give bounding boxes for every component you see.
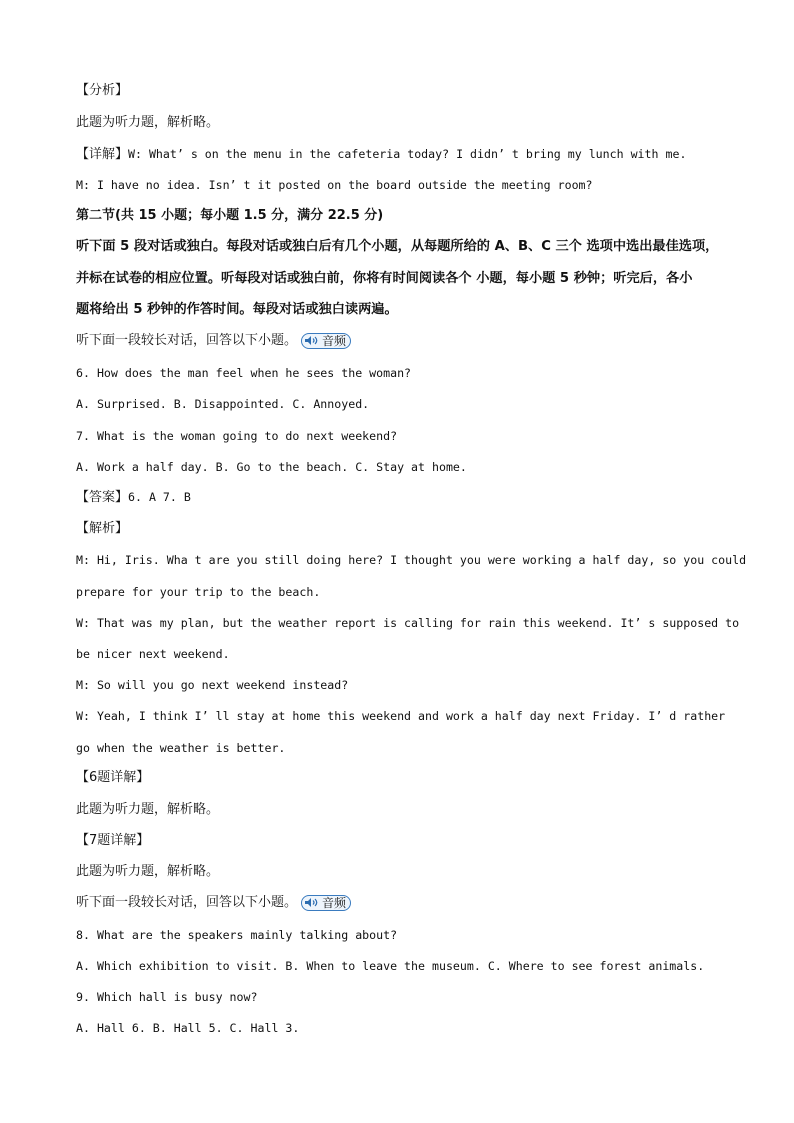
dialogue-text: W: What’ s on the menu in the cafeteria today? I didn’ t bring my lunch with me. [128,147,687,161]
q6-detail-heading: 【6题详解】 [76,770,150,785]
analysis-text: 此题为听力题，解析略。 [76,115,220,130]
q7-detail-heading: 【7题详解】 [76,833,150,848]
audio-label: 音频 [322,333,347,348]
instructions-line-3: 题将给出 5 秒钟的作答时间。每段对话或独白读两遍。 [76,302,398,317]
answer-text: 6. A 7. B [128,490,191,504]
transcript-line-4: be nicer next weekend. [76,647,230,661]
question-7-options: A. Work a half day. B. Go to the beach. C. Stay at home. [76,460,467,474]
audio-button-2[interactable] [301,895,351,911]
question-6-options: A. Surprised. B. Disappointed. C. Annoyed. [76,397,370,411]
transcript-line-5: M: So will you go next weekend instead? [76,678,349,692]
question-9-options: A. Hall 6. B. Hall 5. C. Hall 3. [76,1021,300,1035]
q6-detail-text: 此题为听力题，解析略。 [76,802,220,817]
speaker-icon [304,335,320,346]
question-6: 6. How does the man feel when he sees the woman? [76,366,412,380]
listen-prompt-text: 听下面一段较长对话，回答以下小题。 [76,895,298,910]
audio-button-1[interactable] [301,333,351,349]
answer-line [76,488,191,507]
answer-heading: 【答案】 [76,490,129,505]
explanation-heading: 【解析】 [76,521,129,536]
transcript-line-3: W: That was my plan, but the weather report is calling for rain this weekend. It’ s supposed to [76,616,740,630]
section-title: 第二节(共 15 小题；每小题 1.5 分，满分 22.5 分) [76,208,384,223]
analysis-heading: 【分析】 [76,83,129,98]
listen-prompt-2 [76,894,351,912]
listen-prompt-1 [76,332,351,350]
question-9: 9. Which hall is busy now? [76,990,258,1004]
detail-line-2: M: I have no idea. Isn’ t it posted on the board outside the meeting room? [76,178,593,192]
transcript-line-6: W: Yeah, I think I’ ll stay at home this weekend and work a half day next Friday. I’ d rather [76,709,726,723]
instructions-line-2: 并标在试卷的相应位置。听每段对话或独白前，你将有时间阅读各个 小题，每小题 5 秒钟；听完后，各小 [76,271,693,286]
question-7: 7. What is the woman going to do next weekend? [76,429,398,443]
detail-heading: 【详解】 [76,147,129,162]
question-8: 8. What are the speakers mainly talking about? [76,928,398,942]
q7-detail-text: 此题为听力题，解析略。 [76,864,220,879]
detail-line-1 [76,145,686,164]
transcript-line-1: M: Hi, Iris. Wha t are you still doing here? I thought you were working a half day, so you could [76,553,747,567]
transcript-line-7: go when the weather is better. [76,741,286,755]
audio-label: 音频 [322,895,347,910]
listen-prompt-text: 听下面一段较长对话，回答以下小题。 [76,333,298,348]
transcript-line-2: prepare for your trip to the beach. [76,585,321,599]
question-8-options: A. Which exhibition to visit. B. When to leave the museum. C. Where to see forest animals. [76,959,705,973]
speaker-icon [304,897,320,908]
instructions-line-1: 听下面 5 段对话或独白。每段对话或独白后有几个小题，从每题所给的 A、B、C 三个 选项中选出最佳选项， [76,239,719,254]
